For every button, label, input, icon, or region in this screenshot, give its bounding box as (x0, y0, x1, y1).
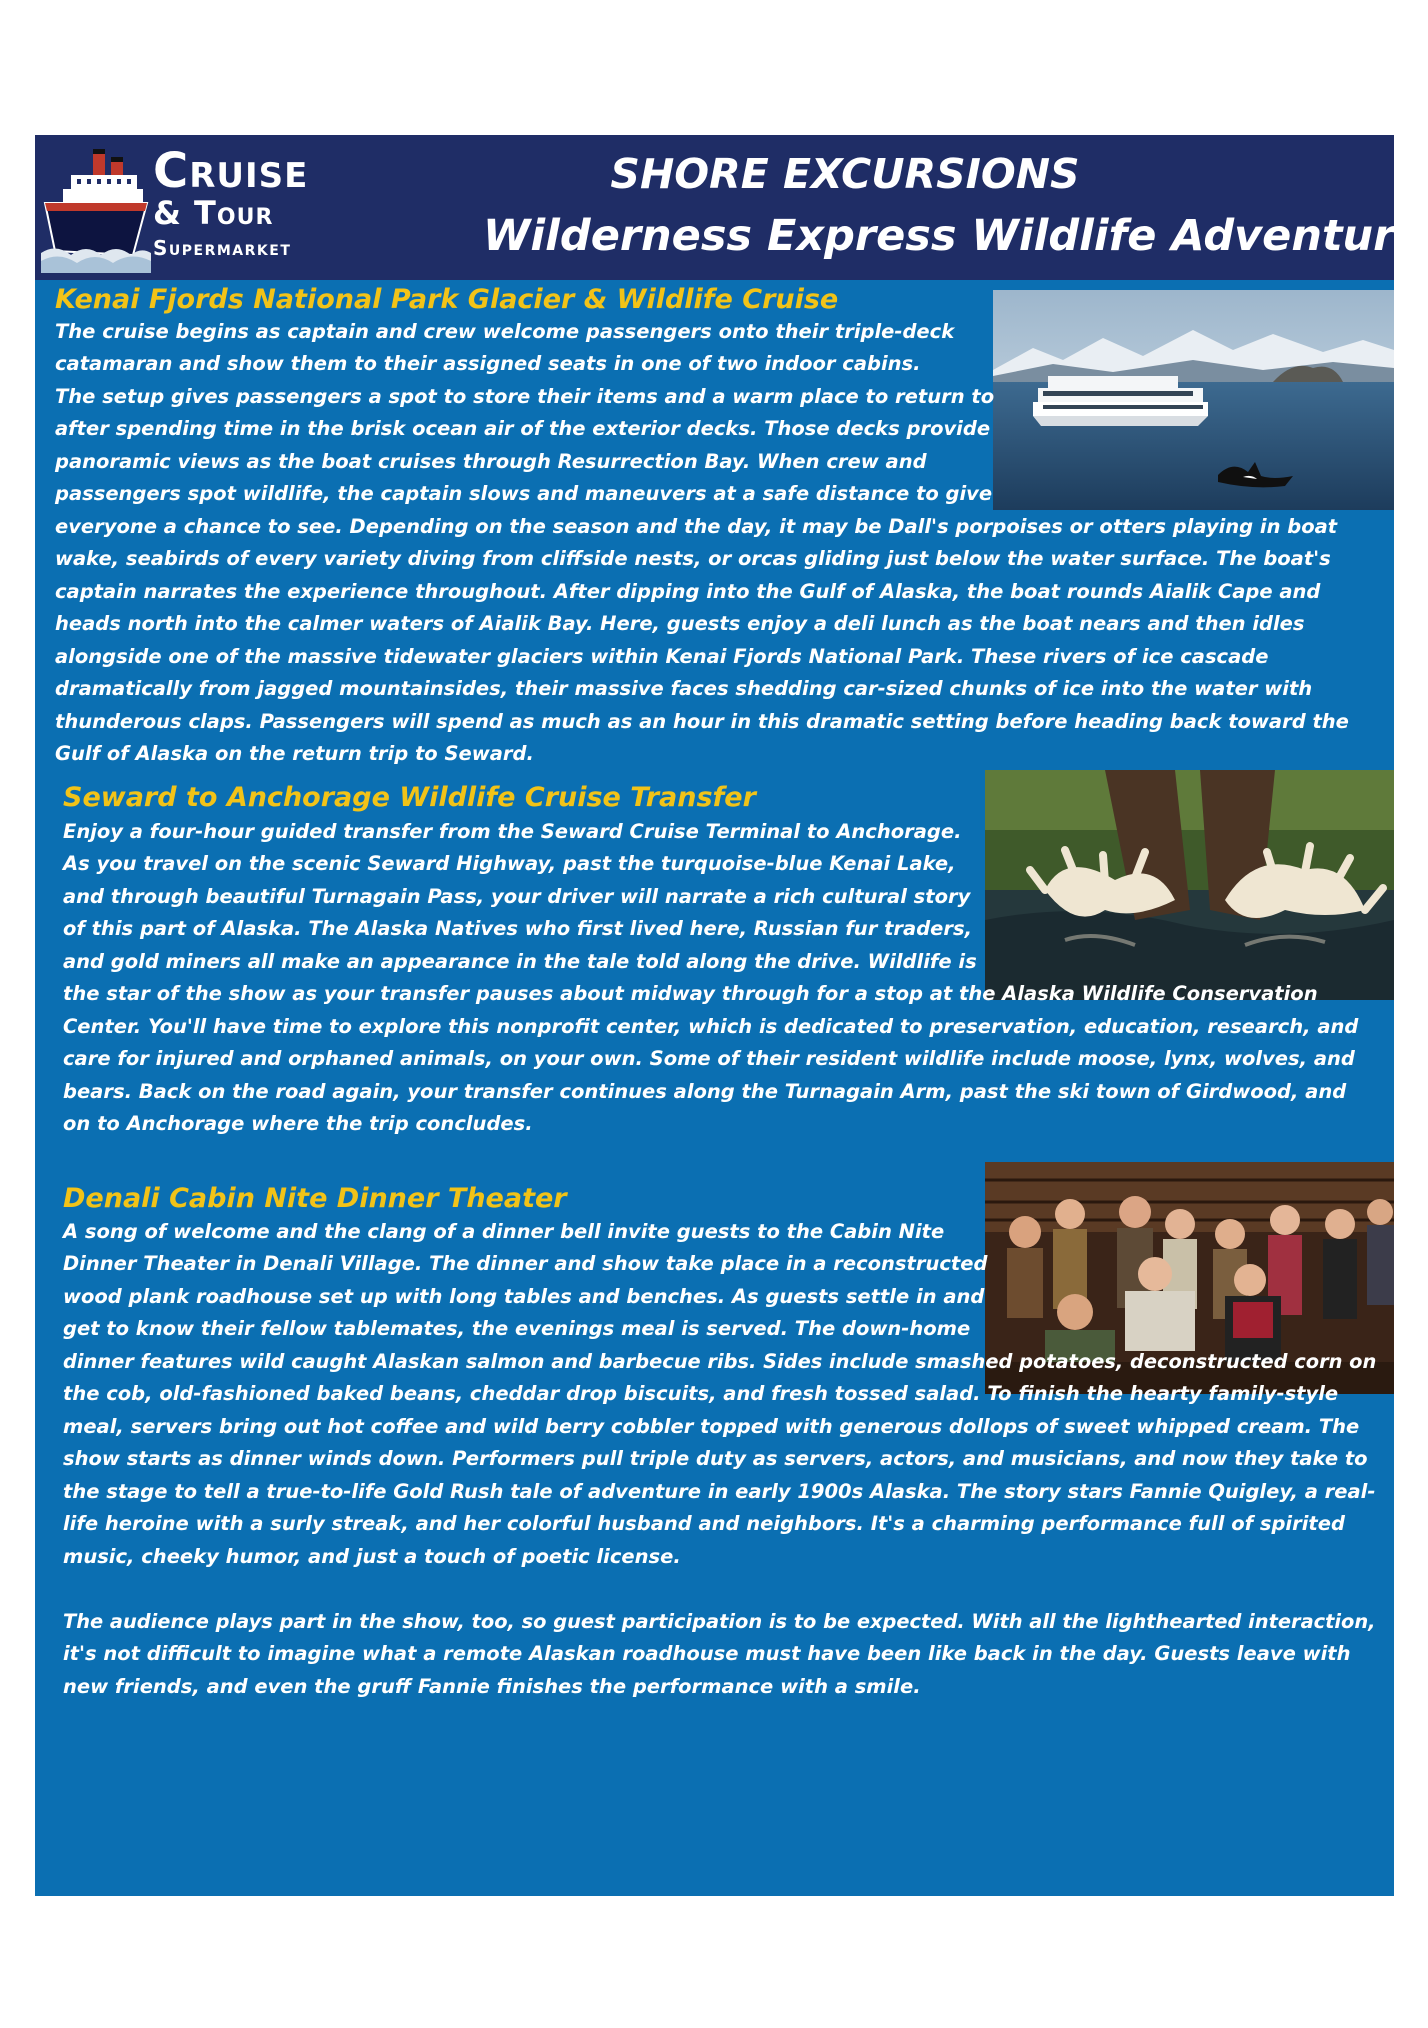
body-line: and through beautiful Turnagain Pass, your driver will narrate a rich cultural story (63, 885, 971, 908)
header-banner (35, 135, 1424, 280)
body-line: show starts as dinner winds down. Performers pull triple duty as servers, actors, and musicians, and now they take to (63, 1447, 1368, 1470)
body-line: The cruise begins as captain and crew welcome passengers onto their triple-deck (55, 320, 955, 343)
body-line: the star of the show as your transfer pauses about midway through for a stop at the Alaska Wildlife Conservation (63, 982, 1318, 1005)
body-line: Gulf of Alaska on the return trip to Seward. (55, 742, 534, 765)
body-line: catamaran and show them to their assigned seats in one of two indoor cabins. (55, 352, 921, 375)
body-line: Dinner Theater in Denali Village. The dinner and show take place in a reconstructed (63, 1252, 988, 1275)
body-line: A song of welcome and the clang of a dinner bell invite guests to the Cabin Nite (63, 1220, 945, 1243)
body-line: As you travel on the scenic Seward Highway, past the turquoise-blue Kenai Lake, (63, 852, 956, 875)
cruise-ship-icon (41, 143, 151, 273)
body-line: Enjoy a four-hour guided transfer from the Seward Cruise Terminal to Anchorage. (63, 820, 962, 843)
body-line: captain narrates the experience throughout. After dipping into the Gulf of Alaska, the boat rounds Aialik Cape and (55, 580, 1321, 603)
body-line: on to Anchorage where the trip concludes. (63, 1112, 533, 1135)
logo-text-cruise: Cruise (153, 143, 309, 199)
logo-text-supermarket: Supermarket (153, 236, 292, 260)
body-line: care for injured and orphaned animals, on your own. Some of their resident wildlife include moose, lynx, wolves, and (63, 1047, 1355, 1070)
body-line: The audience plays part in the show, too, so guest participation is to be expected. With all the lighthearted interaction, (63, 1610, 1376, 1633)
body-line: and gold miners all make an appearance in the tale told along the drive. Wildlife is (63, 950, 977, 973)
header-subtitle: Wilderness Express Wildlife Adventure (483, 211, 1424, 261)
body-line: music, cheeky humor, and just a touch of poetic license. (63, 1545, 681, 1568)
body-line: heads north into the calmer waters of Aialik Bay. Here, guests enjoy a deli lunch as the boat nears and then idles (55, 612, 1305, 635)
section-title-seward: Seward to Anchorage Wildlife Cruise Transfer (63, 782, 756, 813)
body-line: the stage to tell a true-to-life Gold Rush tale of adventure in early 1900s Alaska. The story stars Fannie Quigley, a real- (63, 1480, 1376, 1503)
body-line: new friends, and even the gruff Fannie finishes the performance with a smile. (63, 1675, 921, 1698)
moose-antlers-photo (985, 770, 1394, 1000)
catamaran-orca-photo (993, 290, 1394, 510)
logo-text-tour: & Tour (153, 194, 274, 232)
body-line: wood plank roadhouse set up with long tables and benches. As guests settle in and (63, 1285, 985, 1308)
section-title-denali: Denali Cabin Nite Dinner Theater (63, 1183, 567, 1214)
header-title: SHORE EXCURSIONS (610, 150, 1080, 198)
body-line: alongside one of the massive tidewater glaciers within Kenai Fjords National Park. These rivers of ice cascade (55, 645, 1269, 668)
body-line: thunderous claps. Passengers will spend as much as an hour in this dramatic setting before heading back toward the (55, 710, 1349, 733)
body-line: get to know their fellow tablemates, the evenings meal is served. The down-home (63, 1317, 971, 1340)
body-line: after spending time in the brisk ocean air of the exterior decks. Those decks provide (55, 417, 991, 440)
body-line: dinner features wild caught Alaskan salmon and barbecue ribs. Sides include smashed potatoes, deconstructed corn on (63, 1350, 1377, 1373)
brand-logo (41, 143, 371, 273)
body-line: panoramic views as the boat cruises through Resurrection Bay. When crew and (55, 450, 927, 473)
body-line: passengers spot wildlife, the captain slows and maneuvers at a safe distance to give (55, 482, 993, 505)
body-line: dramatically from jagged mountainsides, their massive faces shedding car-sized chunks of ice into the water with (55, 677, 1313, 700)
body-line: life heroine with a surly streak, and her colorful husband and neighbors. It's a charming performance full of spirited (63, 1512, 1345, 1535)
body-line: wake, seabirds of every variety diving from cliffside nests, or orcas gliding just below the water surface. The boat's (55, 547, 1331, 570)
section-title-kenai: Kenai Fjords National Park Glacier & Wildlife Cruise (55, 284, 839, 315)
excursion-flyer (35, 135, 1424, 1896)
body-line: meal, servers bring out hot coffee and wild berry cobbler topped with generous dollops of sweet whipped cream. The (63, 1415, 1360, 1438)
body-line: the cob, old-fashioned baked beans, cheddar drop biscuits, and fresh tossed salad. To finish the hearty family-style (63, 1382, 1339, 1405)
body-line: The setup gives passengers a spot to store their items and a warm place to return to (55, 385, 995, 408)
body-line: everyone a chance to see. Depending on the season and the day, it may be Dall's porpoises or otters playing in boat (55, 515, 1338, 538)
body-line: it's not difficult to imagine what a remote Alaskan roadhouse must have been like back in the day. Guests leave with (63, 1642, 1351, 1665)
body-line: Center. You'll have time to explore this nonprofit center, which is dedicated to preservation, education, research, and (63, 1015, 1359, 1038)
body-line: of this part of Alaska. The Alaska Natives who first lived here, Russian fur traders, (63, 917, 973, 940)
body-line: bears. Back on the road again, your transfer continues along the Turnagain Arm, past the ski town of Girdwood, and (63, 1080, 1347, 1103)
